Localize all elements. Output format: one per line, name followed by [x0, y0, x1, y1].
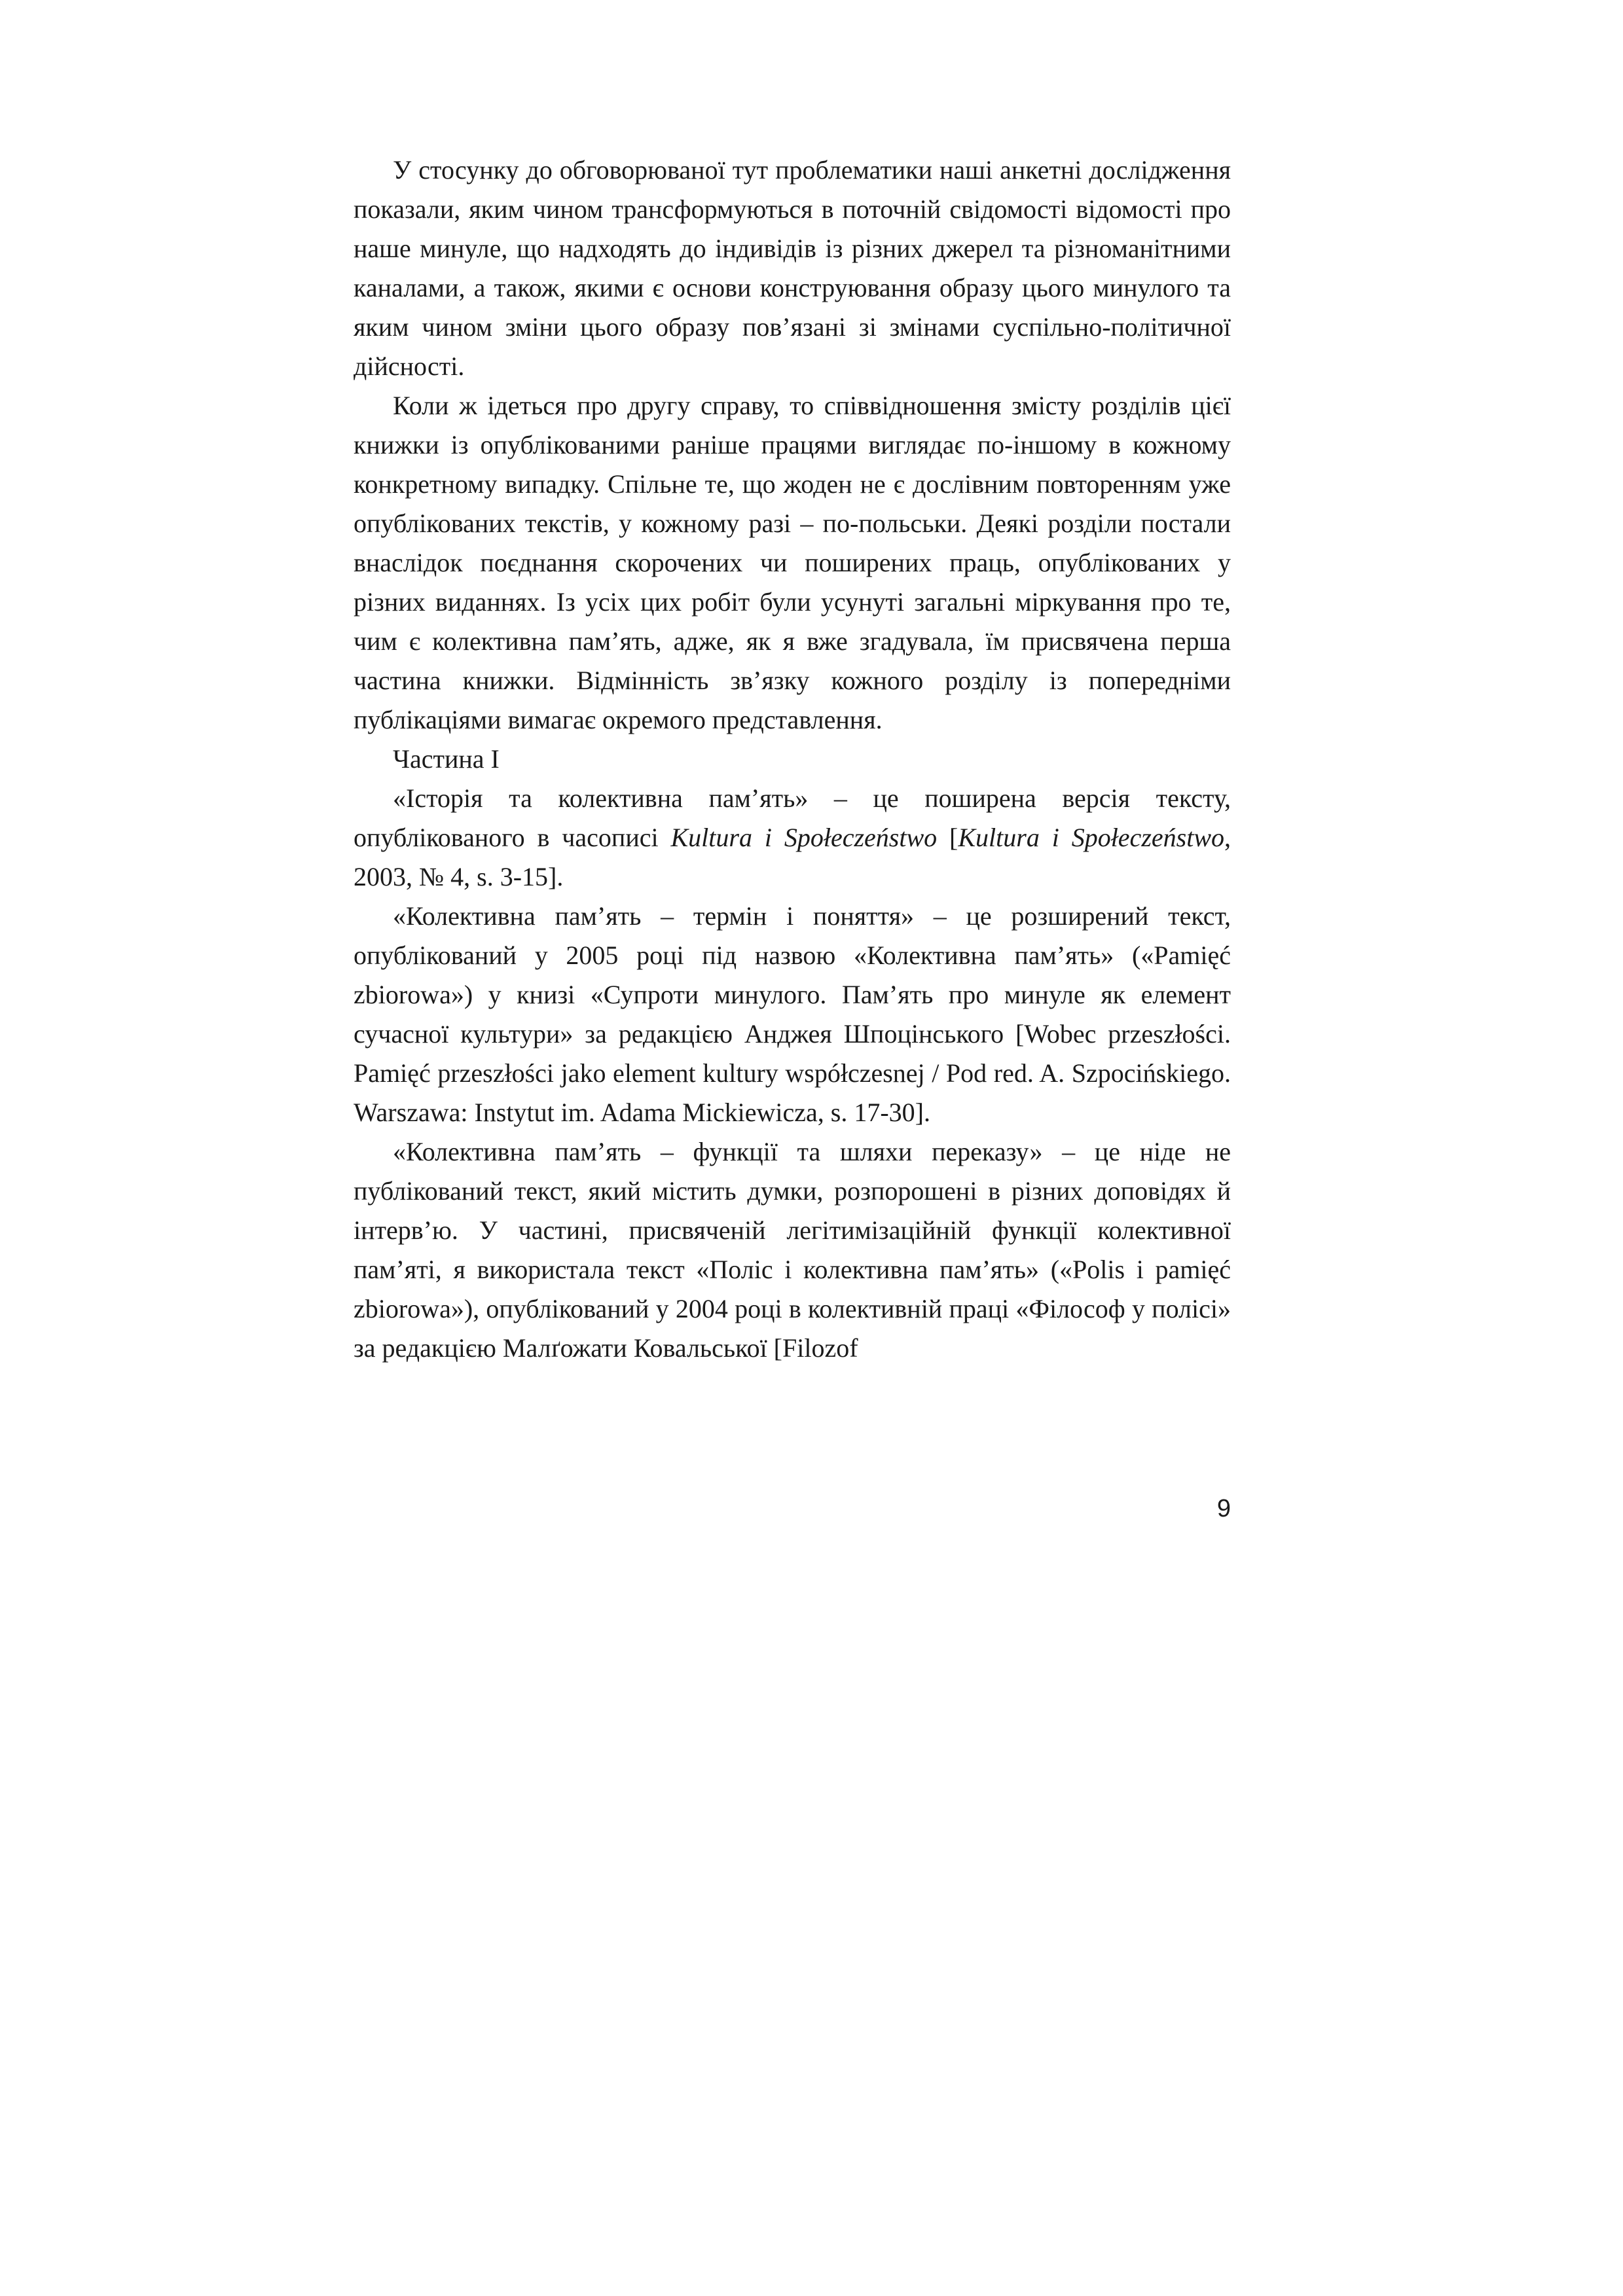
text-segment: «Історія та колективна пам’ять» – це поширена версія тексту, опублікованого в часописі — [354, 783, 1231, 852]
paragraph-survey-results: У стосунку до обговорюваної тут проблематики наші анкетні дослідження показали, яким чином трансформуються в поточній свідомості відомості про наше минуле, що надходять до індивідів із різних джерел та різноманітними каналами, а також, якими є основи конструювання образу цього минулого та яким чином зміни цього образу пов’язані зі змінами суспільно-політичної дійсності. — [354, 155, 1231, 381]
text-segment: [ — [937, 823, 958, 852]
journal-title-citation: Kultura i Społeczeństwo — [958, 823, 1224, 852]
paragraph-publication-relation: Коли ж ідеться про другу справу, то співвідношення змісту розділів цієї книжки із опублікованими раніше працями виглядає по-іншому в кожному конкретному випадку. Спільне те, що жоден не є дослівним повторенням уже опублікованих текстів, у кожному разі – по-польськи. Деякі розділи постали внаслідок поєднання скорочених чи поширених праць, опублікованих у різних виданнях. Із усіх цих робіт були усунуті загальні міркування про те, чим є колективна пам’ять, адже, як я вже згадувала, їм присвячена перша частина книжки. Відмінність зв’язку кожного розділу із попередніми публікаціями вимагає окремого представлення. — [354, 391, 1231, 734]
part-heading: Частина I — [393, 744, 500, 774]
text-segment: , 2003, № 4, s. 3-15]. — [354, 823, 1231, 891]
paragraph-term-concept: «Колективна пам’ять – термін і поняття» – це розширений текст, опублікований у 2005 році під назвою «Колективна пам’ять» («Pamięć zbiorowa») у книзі «Супроти минулого. Пам’ять про минуле як елемент сучасної культури» за редакцією Анджея Шпоцінського [Wobec przeszłości. Pamięć przeszłości jako element kultury współczesnej / Pod red. A. Szpocińskiego. Warszawa: Instytut im. Adama Mickiewicza, s. 17-30]. — [354, 901, 1231, 1127]
paragraph-functions-transmission: «Колективна пам’ять – функції та шляхи переказу» – це ніде не публікований текст, який містить думки, розпорошені в різних доповідях й інтерв’ю. У частині, присвяченій легітимізаційній функції колективної пам’яті, я використала текст «Поліс і колективна пам’ять» («Polis i pamięć zbiorowa»), опублікований у 2004 році в колективній праці «Філософ у полісі» за редакцією Малґожати Ковальської [Filozof — [354, 1137, 1231, 1363]
page-number: 9 — [1216, 1495, 1231, 1522]
journal-title: Kultura i Społeczeństwo — [670, 823, 938, 852]
page-body-text — [354, 151, 1231, 1368]
paragraph-history-memory — [354, 779, 1231, 897]
